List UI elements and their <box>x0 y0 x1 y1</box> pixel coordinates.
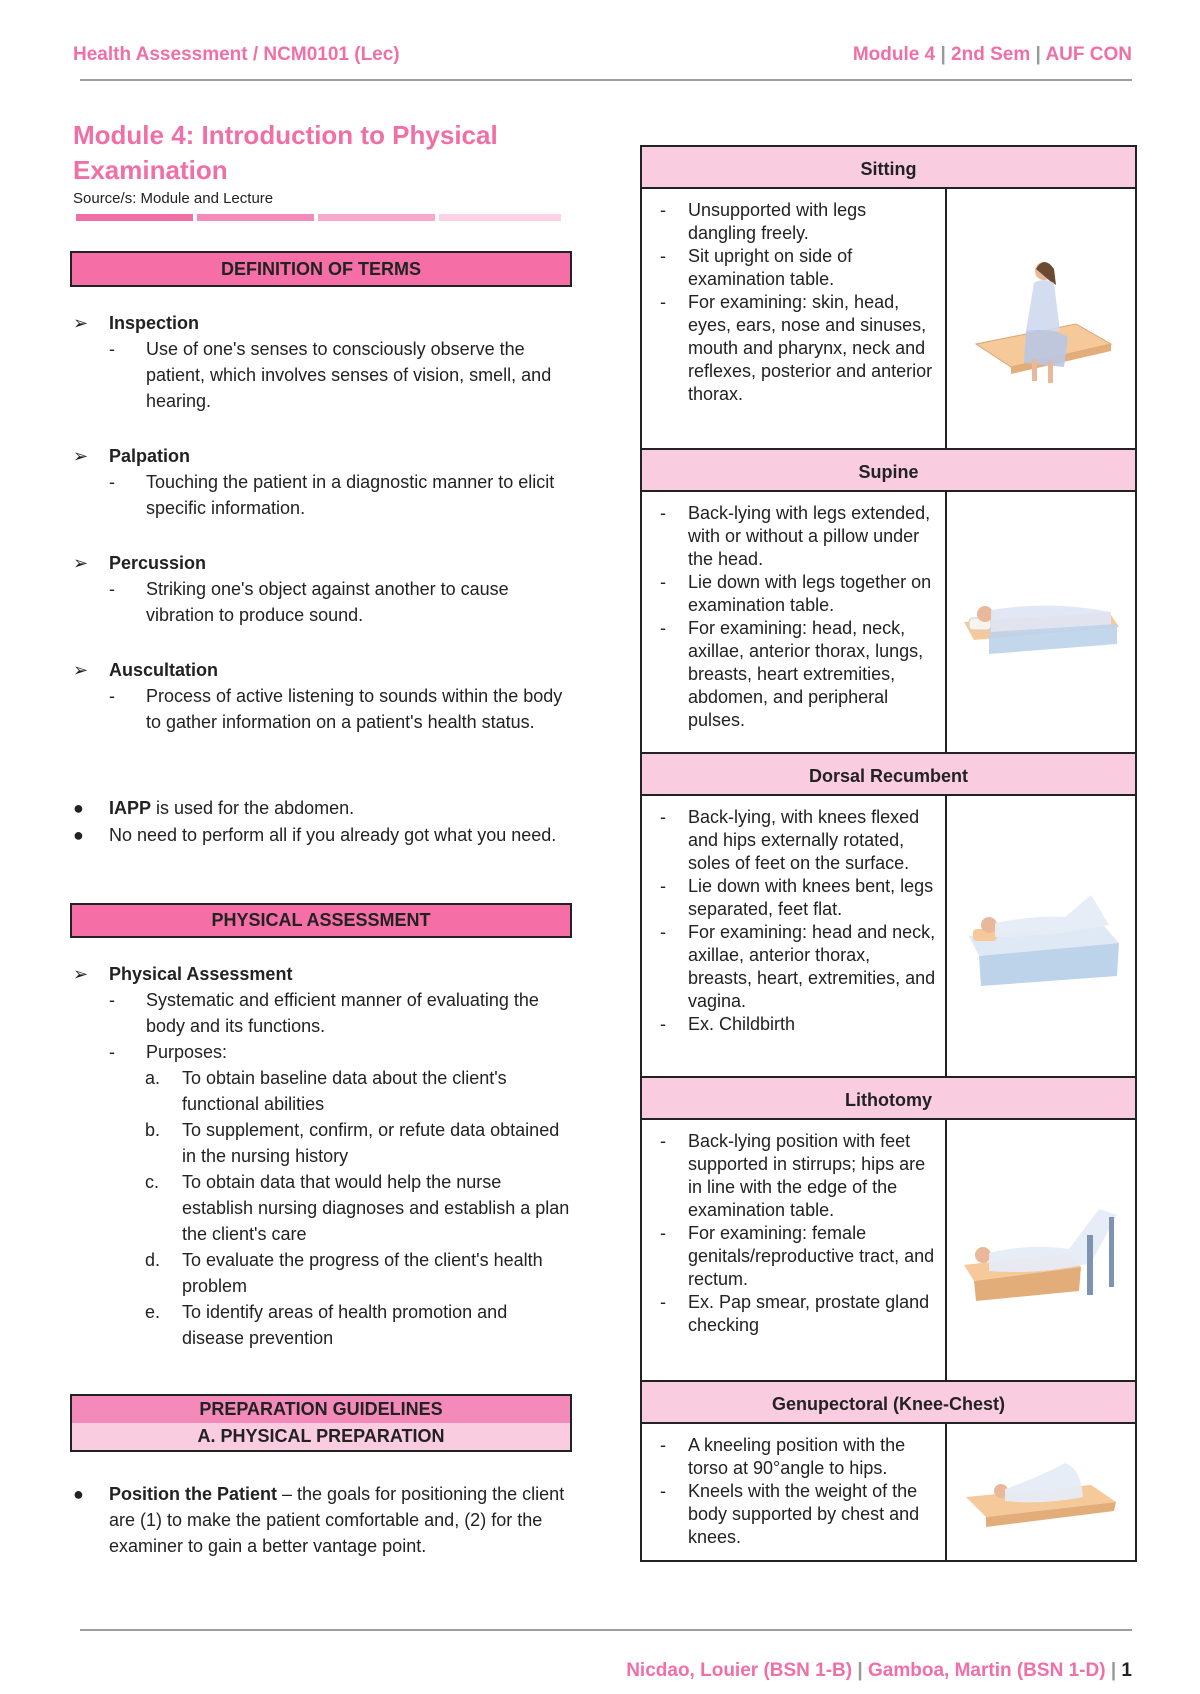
header-rule <box>80 79 1132 81</box>
knee-chest-illustration <box>947 1424 1135 1560</box>
header-module: Module 4 | 2nd Sem | AUF CON <box>852 44 1132 65</box>
preparation-heading: PREPARATION GUIDELINES A. PHYSICAL PREPARATION <box>70 1394 572 1452</box>
position-heading-knee-chest: Genupectoral (Knee-Chest) <box>642 1380 1135 1424</box>
lithotomy-illustration <box>947 1120 1135 1380</box>
term-inspection: ➢ Inspection - Use of one's senses to consciously observe the patient, which involves senses of vision, smell, and hearing. <box>73 313 552 411</box>
purpose-item: e. To identify areas of health promotion and disease prevention <box>145 1302 508 1348</box>
physical-heading: PHYSICAL ASSESSMENT <box>70 903 572 938</box>
position-heading-dorsal: Dorsal Recumbent <box>642 752 1135 796</box>
accent-bar-1 <box>76 214 193 221</box>
note-need: ● No need to perform all if you already got what you need. <box>73 825 557 845</box>
position-row-supine: - Back-lying with legs extended, with or without a pillow under the head. - Lie down with legs together on examination table. - For examining: head, neck, axillae, anterior thorax, lungs, breasts, heart extremities, abdomen, and peripheral pulses. <box>642 492 1135 752</box>
purpose-item: b. To supplement, confirm, or refute data obtained in the nursing history <box>145 1120 560 1166</box>
positions-table <box>640 145 1137 1562</box>
position-row-lithotomy: - Back-lying position with feet supported in stirrups; hips are in line with the edge of the examination table. - For examining: female genitals/reproductive tract, and rectum. - Ex. Pap smear, prostate gland checking <box>642 1120 1135 1380</box>
position-heading-sitting: Sitting <box>642 145 1135 189</box>
position-row-dorsal: - Back-lying, with knees flexed and hips externally rotated, soles of feet on the surface. - Lie down with knees bent, legs separated, feet flat. - For examining: head and neck, axillae, anterior thorax, breasts, heart, extremities, and vagina. - Ex. Childbirth <box>642 796 1135 1076</box>
header-course: Health Assessment / NCM0101 (Lec) <box>73 44 400 65</box>
sitting-position-illustration <box>947 189 1135 448</box>
source-line: Source/s: Module and Lecture <box>73 190 274 207</box>
purpose-item: d. To evaluate the progress of the client's health problem <box>145 1250 543 1296</box>
definition-heading: DEFINITION OF TERMS <box>70 251 572 287</box>
term-palpation: ➢ Palpation - Touching the patient in a diagnostic manner to elicit specific information. <box>73 446 555 518</box>
footer-authors: Nicdao, Louier (BSN 1-B) | Gamboa, Martin (BSN 1-D) | 1 <box>626 1660 1132 1681</box>
accent-bar-4 <box>439 214 561 221</box>
dorsal-recumbent-illustration <box>947 796 1135 1076</box>
accent-bar-3 <box>318 214 435 221</box>
term-auscultation: ➢ Auscultation - Process of active listening to sounds within the body to gather information on a patient's health status. <box>73 660 563 732</box>
term-physical-assessment: ➢ Physical Assessment - Systematic and efficient manner of evaluating the body and its functions. - Purposes: a. To obtain baseline data about the client's functional abilities b. To supplement, confirm, or refute data obtained in the nursing history c. To obtain data that would help the nurse establish nursing diagnoses and establish a plan the client's care d. To evaluate the progress of the client's health problem e. To identify areas of health promotion and disease prevention <box>73 961 573 1351</box>
position-heading-lithotomy: Lithotomy <box>642 1076 1135 1120</box>
position-row-knee-chest: - A kneeling position with the torso at 90°angle to hips. - Kneels with the weight of the body supported by chest and knees. <box>642 1424 1135 1560</box>
purpose-item: c. To obtain data that would help the nurse establish nursing diagnoses and establish a plan the client's care <box>145 1172 570 1244</box>
supine-position-illustration <box>947 492 1135 752</box>
accent-bar-2 <box>197 214 314 221</box>
note-iapp: ● IAPP is used for the abdomen. <box>73 798 355 818</box>
page-title: Module 4: Introduction to Physical Examination <box>73 120 498 185</box>
position-patient-note: ● Position the Patient – the goals for positioning the client are (1) to make the patient comfortable and, (2) for the examiner to gain a better vantage point. <box>73 1484 565 1556</box>
purpose-item: a. To obtain baseline data about the client's functional abilities <box>145 1068 507 1114</box>
page-number: 1 <box>1121 1660 1132 1681</box>
position-heading-supine: Supine <box>642 448 1135 492</box>
term-percussion: ➢ Percussion - Striking one's object against another to cause vibration to produce sound. <box>73 553 509 625</box>
footer-rule <box>80 1629 1132 1631</box>
position-row-sitting: - Unsupported with legs dangling freely. - Sit upright on side of examination table. - For examining: skin, head, eyes, ears, nose and sinuses, mouth and pharynx, neck and reflexes, posterior and anterior thorax. <box>642 189 1135 448</box>
